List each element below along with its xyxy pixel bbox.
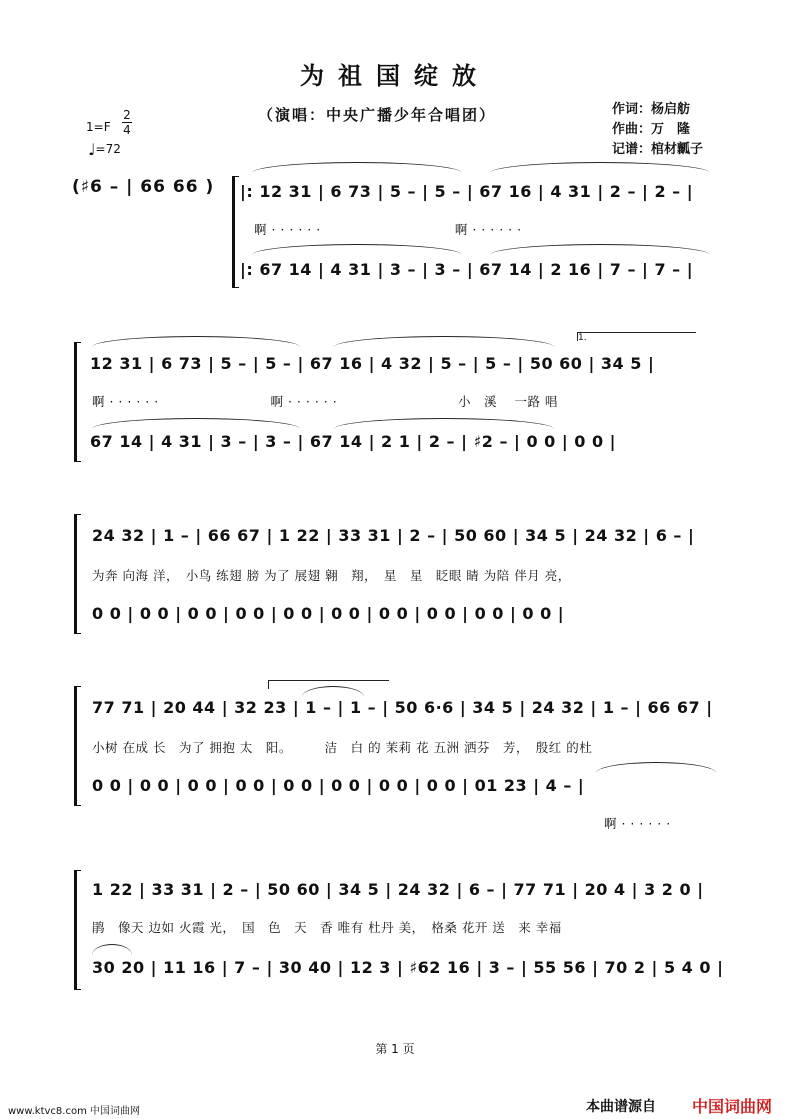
system-brace [74, 514, 81, 634]
slur [252, 162, 462, 173]
volta-label: 1. [578, 333, 587, 343]
system-1-bottom-staff: |: 67 14 | 4 31 | 3 – | 3 – | 67 14 | 2 16 | 7 – | 7 – | [240, 260, 694, 279]
system-1-top-staff: |: 12 31 | 6 73 | 5 – | 5 – | 67 16 | 4 31 | 2 – | 2 – | [240, 182, 694, 201]
system-2-bottom-staff: 67 14 | 4 31 | 3 – | 3 – | 67 14 | 2 1 | 2 – | ♯2 – | 0 0 | 0 0 | [90, 432, 617, 451]
system-4-bottom-staff: 0 0 | 0 0 | 0 0 | 0 0 | 0 0 | 0 0 | 0 0 | 0 0 | 01 23 | 4 – | [92, 776, 585, 795]
system-brace [74, 686, 81, 806]
lyricist-credit: 作词：杨启舫 [612, 102, 691, 117]
system-5-lyrics: 鹃 像天 边如 火霞 光， 国 色 天 香 唯有 杜丹 美， 格桑 花开 送 来 幸福 [92, 920, 562, 935]
system-1-lyrics: 啊 · · · · · · 啊 · · · · · · [254, 222, 522, 237]
system-4-lyrics: 小树 在成 长 为了 拥抱 太 阳。 洁 白 的 茉莉 花 五洲 洒芬 芳， 殷红 的杜 [92, 740, 593, 755]
system-4-top-staff: 77 71 | 20 44 | 32 23 | 1 – | 1 – | 50 6·6 | 34 5 | 24 32 | 1 – | 66 67 | [92, 698, 713, 717]
tempo-marking [88, 140, 121, 159]
system-2-top-staff: 12 31 | 6 73 | 5 – | 5 – | 67 16 | 4 32 | 5 – | 5 – | 50 60 | 34 5 | [90, 354, 655, 373]
system-brace [74, 870, 81, 990]
system-3-lyrics: 为奔 向海 洋， 小鸟 练翅 膀 为了 展翅 翱 翔， 星 星 眨眼 睛 为陪 伴月 亮， [92, 568, 571, 583]
volta-bracket [577, 332, 696, 341]
system-3-top-staff: 24 32 | 1 – | 66 67 | 1 22 | 33 31 | 2 – | 50 60 | 34 5 | 24 32 | 6 – | [92, 526, 695, 545]
subtitle: （演唱：中央广播少年合唱团） [258, 106, 497, 124]
slur [252, 244, 462, 255]
system-5-bottom-staff: 30 20 | 11 16 | 7 – | 30 40 | 12 3 | ♯62 16 | 3 – | 55 56 | 70 2 | 5 4 0 | [92, 958, 724, 977]
slur [92, 944, 132, 955]
footer-source-name: 中国词曲网 [692, 1097, 773, 1116]
page-number: 第 1 页 [375, 1042, 415, 1056]
time-sig-top: 2 [123, 108, 131, 122]
intro-phrase: (♯6 – | 66 66 ) [72, 177, 215, 197]
slur [92, 336, 300, 347]
system-4-bottom-lyrics: 啊 · · · · · · [604, 816, 671, 831]
footer-source-label: 本曲谱源自 [586, 1099, 656, 1115]
system-brace [74, 342, 81, 462]
slur [596, 762, 716, 773]
transcriber-credit: 记谱：棺材瓤子 [612, 142, 704, 157]
tempo-value: =72 [95, 142, 121, 156]
time-sig-bottom: 4 [123, 123, 131, 137]
key-signature: 1=F [86, 120, 111, 134]
system-3-bottom-staff: 0 0 | 0 0 | 0 0 | 0 0 | 0 0 | 0 0 | 0 0 | 0 0 | 0 0 | 0 0 | [92, 604, 565, 623]
slur [92, 418, 300, 429]
system-2-lyrics: 啊 · · · · · · 啊 · · · · · · 小 溪 一路 唱 [92, 394, 558, 409]
slur [490, 244, 710, 255]
slur [334, 418, 554, 429]
system-5-top-staff: 1 22 | 33 31 | 2 – | 50 60 | 34 5 | 24 32 | 6 – | 77 71 | 20 4 | 3 2 0 | [92, 880, 704, 899]
slur [490, 162, 710, 173]
composer-credit: 作曲：万 隆 [612, 122, 691, 137]
page-title: 为祖国绽放 [300, 62, 490, 90]
quarter-note-icon: ♩ [88, 140, 96, 159]
footer-site: www.ktvc8.com 中国词曲网 [8, 1106, 141, 1117]
slur [334, 336, 554, 347]
system-brace [232, 176, 239, 288]
time-signature [122, 108, 132, 137]
